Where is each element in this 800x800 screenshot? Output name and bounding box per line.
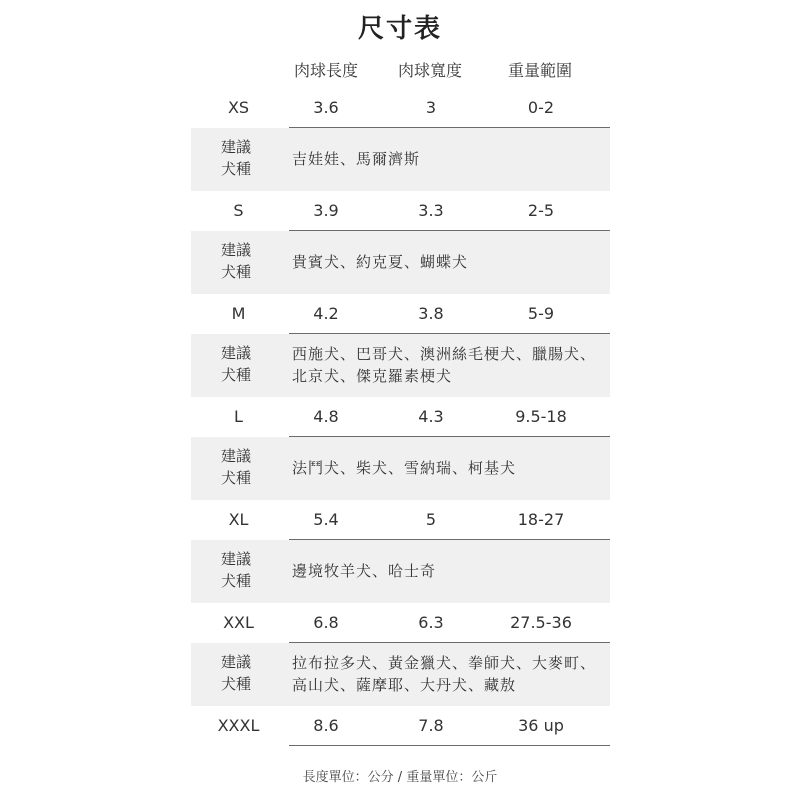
suggested-breeds-label-line2: 犬種 <box>221 675 252 693</box>
suggested-breeds-text: 貴賓犬、約克夏、蝴蝶犬 <box>292 253 469 271</box>
paw-length-cell: 4.2 <box>313 304 339 323</box>
weight-range-cell: 18-27 <box>517 510 565 529</box>
size-cell: XXXL <box>217 716 260 735</box>
size-cell: M <box>231 304 246 323</box>
weight-range-cell: 5-9 <box>527 304 555 323</box>
size-row <box>191 88 610 128</box>
suggested-breeds-label-line2: 犬種 <box>221 160 252 178</box>
weight-range-cell: 2-5 <box>527 201 555 220</box>
paw-width-cell: 3 <box>425 98 437 117</box>
suggested-breeds-label-line1: 建議 <box>221 550 252 568</box>
paw-width-cell: 6.3 <box>418 613 444 632</box>
size-row <box>191 191 610 231</box>
size-cell: S <box>233 201 244 220</box>
suggested-breeds-text: 拉布拉多犬、黃金獵犬、拳師犬、大麥町、高山犬、薩摩耶、大丹犬、藏敖 <box>292 654 597 694</box>
paw-width-cell: 7.8 <box>418 716 444 735</box>
paw-width-cell: 3.8 <box>418 304 444 323</box>
header-paw-width: 肉球寬度 <box>397 61 462 80</box>
paw-width-cell: 5 <box>425 510 437 529</box>
paw-width-cell: 4.3 <box>418 407 444 426</box>
suggested-breeds-label-line1: 建議 <box>221 344 252 362</box>
size-row <box>191 706 610 746</box>
breed-row <box>191 643 610 706</box>
breed-row <box>191 334 610 397</box>
suggested-breeds-label <box>221 548 261 592</box>
size-cell: L <box>234 407 243 426</box>
header-paw-length: 肉球長度 <box>293 61 358 80</box>
suggested-breeds-label-line2: 犬種 <box>221 263 252 281</box>
weight-range-cell: 0-2 <box>527 98 555 117</box>
suggested-breeds-label <box>221 136 261 180</box>
size-cell: XXL <box>223 613 254 632</box>
paw-length-cell: 3.6 <box>313 98 339 117</box>
weight-range-cell: 27.5-36 <box>510 613 572 632</box>
paw-length-cell: 5.4 <box>313 510 339 529</box>
breed-row <box>191 540 610 603</box>
unit-footnote: 長度單位：公分 / 重量單位：公斤 <box>302 770 498 785</box>
suggested-breeds-text: 吉娃娃、馬爾濟斯 <box>292 150 421 168</box>
paw-length-cell: 3.9 <box>313 201 339 220</box>
weight-range-cell: 9.5-18 <box>515 407 567 426</box>
size-table <box>191 88 610 746</box>
breed-row <box>191 437 610 500</box>
suggested-breeds-label <box>221 651 261 695</box>
paw-width-cell: 3.3 <box>418 201 444 220</box>
suggested-breeds-label <box>221 342 261 386</box>
suggested-breeds-text: 法鬥犬、柴犬、雪納瑞、柯基犬 <box>292 459 517 477</box>
paw-length-cell: 6.8 <box>313 613 339 632</box>
size-row <box>191 294 610 334</box>
suggested-breeds-label-line1: 建議 <box>221 138 252 156</box>
paw-length-cell: 4.8 <box>313 407 339 426</box>
suggested-breeds-label-line2: 犬種 <box>221 469 252 487</box>
suggested-breeds-text: 西施犬、巴哥犬、澳洲絲毛梗犬、臘腸犬、北京犬、傑克羅素梗犬 <box>292 345 597 385</box>
suggested-breeds-label <box>221 239 261 283</box>
suggested-breeds-text: 邊境牧羊犬、哈士奇 <box>292 562 437 580</box>
suggested-breeds-label-line2: 犬種 <box>221 572 252 590</box>
suggested-breeds-label <box>221 445 261 489</box>
suggested-breeds-label-line2: 犬種 <box>221 366 252 384</box>
breed-row <box>191 231 610 294</box>
size-row <box>191 397 610 437</box>
suggested-breeds-label-line1: 建議 <box>221 241 252 259</box>
header-weight-range: 重量範圍 <box>507 61 572 80</box>
breed-row <box>191 128 610 191</box>
weight-range-cell: 36 up <box>518 716 564 735</box>
suggested-breeds-label-line1: 建議 <box>221 447 252 465</box>
size-row <box>191 603 610 643</box>
suggested-breeds-label-line1: 建議 <box>221 653 252 671</box>
paw-length-cell: 8.6 <box>313 716 339 735</box>
size-row <box>191 500 610 540</box>
page-title: 尺寸表 <box>357 14 442 44</box>
size-cell: XL <box>228 510 249 529</box>
size-cell: XS <box>227 98 250 117</box>
